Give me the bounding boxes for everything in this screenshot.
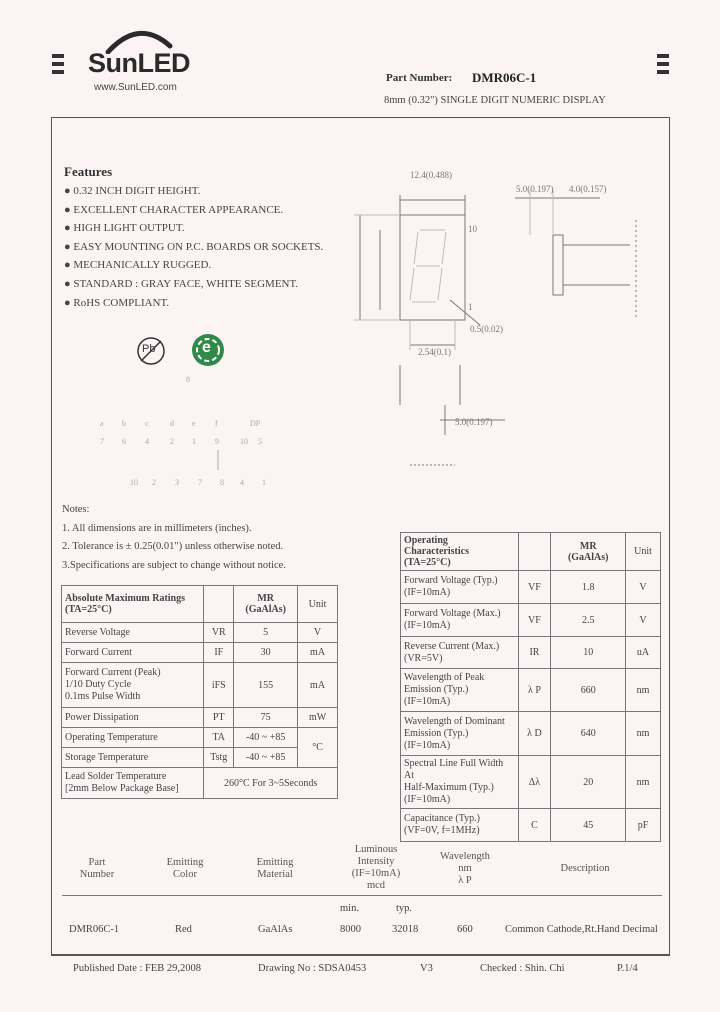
table-cell: Power Dissipation <box>62 708 204 728</box>
sel-col-luminous: Luminous Intensity (IF=10mA) mcd <box>351 844 401 891</box>
feature-item: ● EXCELLENT CHARACTER APPEARANCE. <box>64 203 284 216</box>
mechanical-drawing <box>340 160 660 490</box>
op-char-mr-header: MR (GaAlAs) <box>551 533 626 571</box>
product-description: 8mm (0.32") SINGLE DIGIT NUMERIC DISPLAY <box>384 95 606 106</box>
table-cell: 640 <box>551 712 626 756</box>
dim-width: 12.4(0.488) <box>410 170 452 180</box>
table-header-row <box>62 586 338 623</box>
table-row <box>62 708 338 728</box>
footer-published-date: Published Date : FEB 29,2008 <box>73 963 202 974</box>
table-row <box>401 637 661 669</box>
abs-max-mr-header: MR (GaAlAs) <box>234 586 298 623</box>
table-cell: 5 <box>234 623 298 643</box>
header-left-bar-3 <box>52 70 64 74</box>
feature-item: ● EASY MOUNTING ON P.C. BOARDS OR SOCKETS. <box>64 240 324 253</box>
feature-item: ● 0.32 INCH DIGIT HEIGHT. <box>64 185 201 197</box>
notes-title: Notes: <box>62 504 90 515</box>
table-cell: Reverse Voltage <box>62 623 204 643</box>
table-cell: IF <box>204 643 234 663</box>
table-cell <box>518 533 551 571</box>
table-cell: IR <box>518 637 551 669</box>
table-header-row <box>401 533 661 571</box>
brand-logo: SunLED <box>88 48 190 78</box>
table-cell: C <box>518 809 551 842</box>
note-item: 3.Specifications are subject to change without notice. <box>62 559 286 571</box>
pin-bottom-label: 1 <box>468 302 473 312</box>
table-cell: 660 <box>551 669 626 712</box>
lead-spec: 5.0(0.197) <box>455 417 493 427</box>
table-cell: mA <box>298 663 338 708</box>
selection-divider <box>62 895 662 896</box>
table-cell: λ P <box>518 669 551 712</box>
table-cell: Forward Current <box>62 643 204 663</box>
table-cell: °C <box>298 728 338 768</box>
table-cell: 20 <box>551 756 626 809</box>
table-cell: Wavelength of Peak Emission (Typ.) (IF=10mA) <box>401 669 519 712</box>
table-cell: VR <box>204 623 234 643</box>
header-right-bar-2 <box>657 62 669 66</box>
table-cell: V <box>626 571 661 604</box>
feature-item: ● STANDARD : GRAY FACE, WHITE SEGMENT. <box>64 277 299 290</box>
table-cell: Spectral Line Full Width At Half-Maximum (Typ.) (IF=10mA) <box>401 756 519 809</box>
table-cell: Tstg <box>204 748 234 768</box>
table-cell: 1.8 <box>551 571 626 604</box>
sel-row-color: Red <box>175 924 192 935</box>
table-cell: Forward Voltage (Max.) (IF=10mA) <box>401 604 519 637</box>
op-char-unit-header: Unit <box>626 533 661 571</box>
part-number-label: Part Number: <box>386 72 453 84</box>
header-left-bar-1 <box>52 54 64 58</box>
header-right-bar-1 <box>657 54 669 58</box>
sel-min-label: min. <box>340 903 359 914</box>
table-cell: λ D <box>518 712 551 756</box>
svg-text:5: 5 <box>258 437 262 446</box>
svg-text:f: f <box>215 419 218 428</box>
table-cell: nm <box>626 756 661 809</box>
table-row <box>401 604 661 637</box>
svg-text:7: 7 <box>198 478 202 487</box>
table-cell: V <box>298 623 338 643</box>
svg-text:4: 4 <box>145 437 149 446</box>
abs-max-title-cell: Absolute Maximum Ratings (TA=25°C) <box>62 586 204 623</box>
sel-col-description: Description <box>560 863 610 874</box>
svg-text:2: 2 <box>170 437 174 446</box>
op-char-title-cell: Operating Characteristics (TA=25°C) <box>401 533 519 571</box>
dim-pin-length: 4.0(0.157) <box>569 184 607 194</box>
notes-section <box>62 501 286 575</box>
table-cell: 260°C For 3~5Seconds <box>204 768 338 799</box>
table-cell: TA <box>204 728 234 748</box>
table-row <box>401 669 661 712</box>
sel-col-color: Emitting Color <box>166 857 204 880</box>
table-cell: 155 <box>234 663 298 708</box>
table-cell: VF <box>518 571 551 604</box>
svg-text:2: 2 <box>152 478 156 487</box>
abs-max-unit-header: Unit <box>298 586 338 623</box>
svg-text:7: 7 <box>100 437 104 446</box>
svg-text:1: 1 <box>262 478 266 487</box>
table-cell: VF <box>518 604 551 637</box>
table-row <box>62 623 338 643</box>
table-row <box>401 756 661 809</box>
table-cell: uA <box>626 637 661 669</box>
table-row <box>401 712 661 756</box>
table-cell: pF <box>626 809 661 842</box>
svg-text:8: 8 <box>186 375 190 384</box>
svg-text:4: 4 <box>240 478 244 487</box>
header-left-bar-2 <box>52 62 64 66</box>
table-cell: Operating Temperature <box>62 728 204 748</box>
svg-text:10: 10 <box>240 437 248 446</box>
table-cell: Forward Voltage (Typ.) (IF=10mA) <box>401 571 519 604</box>
table-row <box>401 571 661 604</box>
table-cell: 45 <box>551 809 626 842</box>
note-item: 2. Tolerance is ± 0.25(0.01") unless otherwise noted. <box>62 541 284 552</box>
header-right-bar-3 <box>657 70 669 74</box>
sel-typ-label: typ. <box>396 903 413 914</box>
table-cell: nm <box>626 712 661 756</box>
table-cell: Capacitance (Typ.) (VF=0V, f=1MHz) <box>401 809 519 842</box>
operating-characteristics-table <box>400 532 661 842</box>
table-row <box>62 748 338 768</box>
footer-divider <box>51 955 670 956</box>
rohs-label: e <box>202 339 211 356</box>
footer-drawing-number: Drawing No : SDSA0453 <box>258 963 367 974</box>
svg-text:1: 1 <box>192 437 196 446</box>
pb-free-label: Pb <box>142 343 156 355</box>
sel-col-material: Emitting Material <box>256 857 294 880</box>
dim-depth: 5.0(0.197) <box>516 184 554 194</box>
dim-pitch: 2.54(0.1) <box>418 347 451 357</box>
pin-top-label: 10 <box>468 224 477 234</box>
svg-text:9: 9 <box>215 437 219 446</box>
note-item: 1. All dimensions are in millimeters (inches). <box>62 522 252 534</box>
table-row <box>62 728 338 748</box>
svg-text:10: 10 <box>130 478 138 487</box>
sel-row-material: GaAlAs <box>258 924 293 935</box>
sel-row-wave: 660 <box>457 924 473 935</box>
sel-row-description: Common Cathode,Rt.Hand Decimal <box>505 924 658 935</box>
svg-text:d: d <box>170 419 174 428</box>
sel-col-wavelength: Wavelength nm λ P <box>440 851 490 886</box>
table-cell: -40 ~ +85 <box>234 748 298 768</box>
footer-page: P.1/4 <box>617 963 638 974</box>
part-number-value: DMR06C-1 <box>472 70 537 85</box>
table-cell: Storage Temperature <box>62 748 204 768</box>
svg-text:b: b <box>122 419 126 428</box>
table-cell: Wavelength of Dominant Emission (Typ.) (IF=10mA) <box>401 712 519 756</box>
absolute-max-ratings-table <box>61 585 338 799</box>
table-cell: mW <box>298 708 338 728</box>
feature-item: ● RoHS COMPLIANT. <box>64 296 170 309</box>
table-cell: Lead Solder Temperature [2mm Below Package Base] <box>62 768 204 799</box>
table-cell: 30 <box>234 643 298 663</box>
svg-text:e: e <box>192 419 196 428</box>
feature-item: ● MECHANICALLY RUGGED. <box>64 259 212 272</box>
table-cell: nm <box>626 669 661 712</box>
table-cell: mA <box>298 643 338 663</box>
table-row <box>62 768 338 799</box>
sel-row-min: 8000 <box>340 924 361 935</box>
table-row <box>62 643 338 663</box>
table-cell: Forward Current (Peak) 1/10 Duty Cycle 0.1ms Pulse Width <box>62 663 204 708</box>
pin-connection-diagram <box>90 370 290 490</box>
table-cell: -40 ~ +85 <box>234 728 298 748</box>
brand-website[interactable]: www.SunLED.com <box>94 82 177 93</box>
svg-text:8: 8 <box>220 478 224 487</box>
table-cell: PT <box>204 708 234 728</box>
features-title: Features <box>64 164 113 179</box>
table-cell: 10 <box>551 637 626 669</box>
footer-checked-by: Checked : Shin. Chi <box>480 963 565 974</box>
svg-text:a: a <box>100 419 104 428</box>
svg-text:c: c <box>145 419 149 428</box>
features-list <box>64 182 323 312</box>
pin-diameter: 0.5(0.02) <box>470 324 503 334</box>
table-cell: 75 <box>234 708 298 728</box>
svg-text:3: 3 <box>175 478 179 487</box>
table-cell: V <box>626 604 661 637</box>
table-cell: Reverse Current (Max.) (VR=5V) <box>401 637 519 669</box>
table-row <box>401 809 661 842</box>
svg-text:DP: DP <box>250 419 261 428</box>
footer-version: V3 <box>420 963 433 974</box>
feature-item: ● HIGH LIGHT OUTPUT. <box>64 222 185 235</box>
sel-row-part: DMR06C-1 <box>69 924 120 935</box>
table-row <box>62 663 338 708</box>
sel-row-typ: 32018 <box>392 924 419 935</box>
table-cell: iFS <box>204 663 234 708</box>
svg-text:6: 6 <box>122 437 126 446</box>
sel-col-part: Part Number <box>79 857 115 880</box>
table-cell: Δλ <box>518 756 551 809</box>
table-cell <box>204 586 234 623</box>
table-cell: 2.5 <box>551 604 626 637</box>
